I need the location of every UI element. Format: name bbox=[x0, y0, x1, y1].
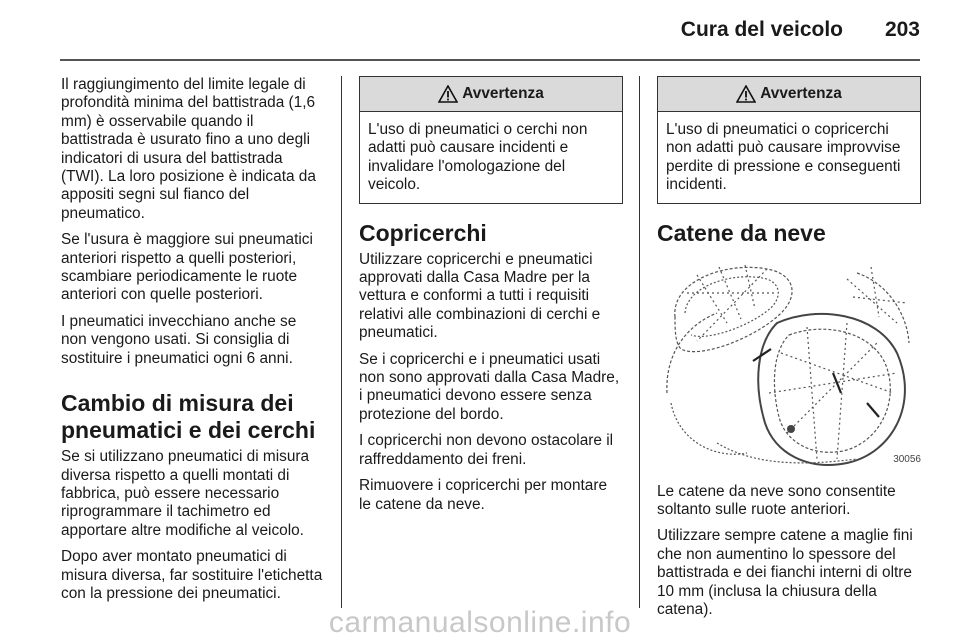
column-3 bbox=[657, 76, 921, 627]
paragraph-hubcaps-not-approved: Se i copricerchi e i pneumatici usati non sono approvati dalla Casa Madre, i pneumatici devono essere senza protezione del bordo. bbox=[359, 350, 620, 423]
paragraph-wear-rotation: Se l'usura è maggiore sui pneumatici anteriori rispetto a quelli posteriori, scambiare periodicamente le ruote anteriori con quelle posteriori. bbox=[61, 231, 313, 304]
column-1 bbox=[61, 76, 325, 611]
snow-chain-drawing bbox=[657, 253, 921, 469]
snow-chain-illustration bbox=[657, 253, 921, 469]
figure-code: 30056 bbox=[893, 453, 921, 465]
paragraph-tyre-aging: I pneumatici invecchiano anche se non vengono usati. Si consiglia di sostituire i pneumatici ogni 6 anni. bbox=[61, 312, 297, 367]
paragraph-remove-hubcaps: Rimuovere i copricerchi per montare le catene da neve. bbox=[359, 477, 608, 513]
heading-hubcaps: Copricerchi bbox=[359, 219, 487, 246]
paragraph-brake-cooling: I copricerchi non devono ostacolare il raffreddamento dei freni. bbox=[359, 432, 614, 468]
paragraph-hubcaps-approved: Utilizzare copricerchi e pneumatici approvati dalla Casa Madre per la vettura e conformi a tutti i requisiti relativi alle combinazioni di cerchi e pneumatici. bbox=[359, 250, 601, 342]
paragraph-chains-front: Le catene da neve sono consentite soltanto sulle ruote anteriori. bbox=[657, 482, 896, 519]
warning-triangle-icon bbox=[438, 85, 458, 103]
column-divider-1 bbox=[341, 76, 342, 608]
warning-box-rims bbox=[359, 76, 623, 204]
warning-header bbox=[658, 77, 920, 112]
warning-triangle-icon bbox=[736, 85, 756, 103]
column-2 bbox=[359, 76, 623, 522]
paragraph-tread-limit: Il raggiungimento del limite legale di profondità minima del battistrada (1,6 mm) è osservabile quando il battistrada è usurato fino a uno degli indicatori di usura del battistrada (TWI). La loro posizione è indicata da appositi segni sul fianco del pneumatico. bbox=[61, 76, 316, 222]
page-header bbox=[0, 0, 960, 62]
heading-size-change: Cambio di misura dei pneumatici e dei cerchi bbox=[61, 390, 316, 444]
paragraph-label-replace: Dopo aver montato pneumatici di misura diversa, far sostituire l'etichetta con la pressione dei pneumatici. bbox=[61, 548, 323, 602]
section-title: Cura del veicolo bbox=[680, 18, 843, 41]
paragraph-fine-mesh: Utilizzare sempre catene a maglie fini che non aumentino lo spessore del battistrada e dei fianchi interni di oltre 10 mm (inclusa la chiusura della catena). bbox=[657, 527, 913, 619]
warning-box-tyres bbox=[657, 76, 921, 204]
page-number: 203 bbox=[884, 18, 920, 41]
warning-text: L'uso di pneumatici o copricerchi non adatti può causare improvvise perdite di pressione e conseguenti incidenti. bbox=[666, 121, 901, 194]
warning-text: L'uso di pneumatici o cerchi non adatti può causare incidenti e invalidare l'omologazione del veicolo. bbox=[368, 121, 588, 194]
heading-snow-chains: Catene da neve bbox=[657, 219, 826, 246]
watermark: carmanualsonline.info bbox=[328, 606, 632, 639]
paragraph-size-change: Se si utilizzano pneumatici di misura diversa rispetto a quelli montati di fabbrica, può essere necessario riprogrammare il tachimetro ed apportare altre modifiche al veicolo. bbox=[61, 448, 310, 539]
warning-title: Avvertenza bbox=[760, 85, 842, 102]
header-divider bbox=[60, 59, 920, 61]
warning-title: Avvertenza bbox=[462, 85, 544, 102]
warning-header bbox=[360, 77, 622, 112]
column-divider-2 bbox=[639, 76, 640, 608]
